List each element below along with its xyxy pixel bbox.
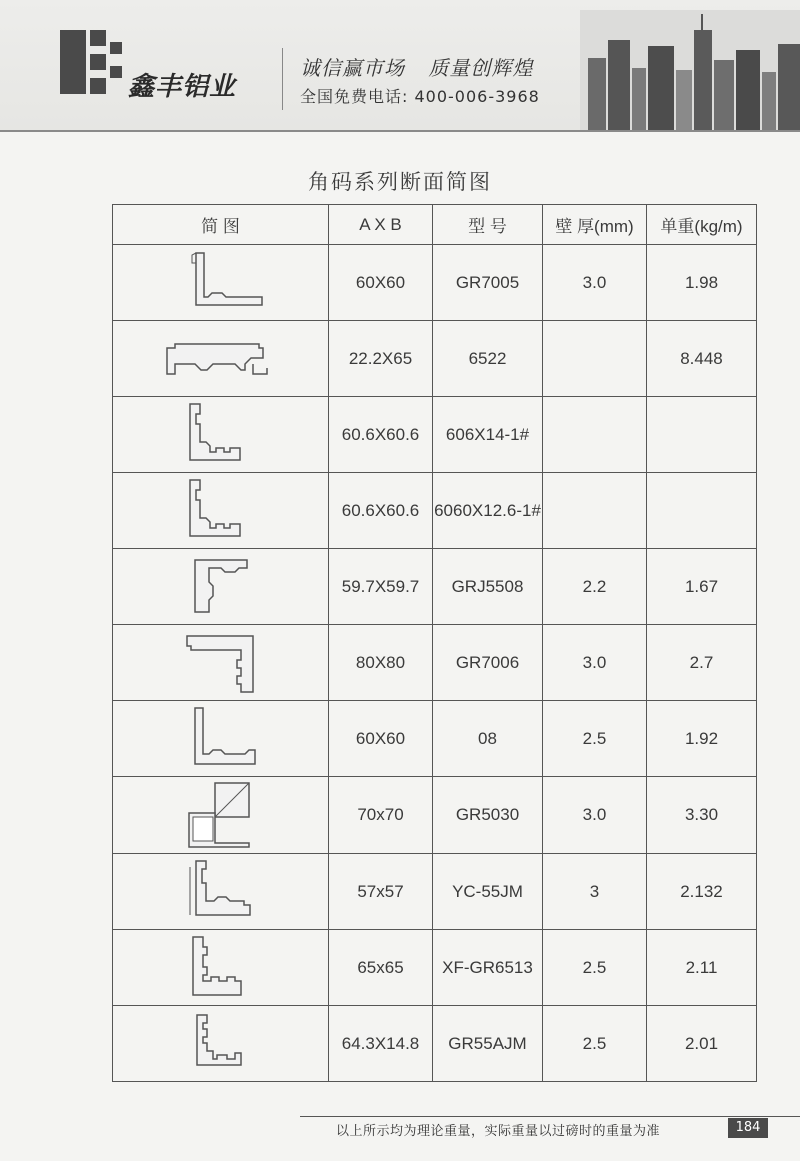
brand-name: 鑫丰铝业: [128, 72, 237, 102]
company-logo-icon: [60, 30, 124, 94]
profile-diagram-cell: [113, 854, 329, 930]
footer-divider: [300, 1116, 800, 1117]
profile-diagram-cell: [113, 473, 329, 549]
axb-cell: 70x70: [329, 777, 433, 854]
table-row: [113, 473, 757, 549]
weight-cell: [647, 397, 757, 473]
slogan-part-1: 诚信赢市场: [300, 56, 405, 80]
thickness-cell: [543, 321, 647, 397]
thickness-cell: 3.0: [543, 625, 647, 701]
axb-cell: 60.6X60.6: [329, 473, 433, 549]
table-row: [113, 701, 757, 777]
profile-diagram-cell: [113, 397, 329, 473]
col-header-diagram: 简 图: [113, 205, 329, 245]
hotline: 全国免费电话: 400-006-3968: [300, 87, 540, 106]
l-profile-diagram-icon: [181, 630, 261, 696]
axb-cell: 64.3X14.8: [329, 1006, 433, 1082]
weight-cell: 3.30: [647, 777, 757, 854]
weight-cell: 2.7: [647, 625, 757, 701]
l-profile-diagram-icon: [181, 933, 261, 1003]
thickness-cell: [543, 397, 647, 473]
weight-cell: 2.132: [647, 854, 757, 930]
axb-cell: 57x57: [329, 854, 433, 930]
table-row: [113, 625, 757, 701]
l-profile-diagram-icon: [181, 1009, 261, 1079]
weight-cell: 2.01: [647, 1006, 757, 1082]
model-cell: GR55AJM: [433, 1006, 543, 1082]
axb-cell: 60X60: [329, 245, 433, 321]
table-row: [113, 1006, 757, 1082]
table-row: [113, 397, 757, 473]
model-cell: GRJ5508: [433, 549, 543, 625]
thickness-cell: 2.5: [543, 701, 647, 777]
header-divider: [282, 48, 283, 110]
thickness-cell: 3.0: [543, 245, 647, 321]
model-cell: 08: [433, 701, 543, 777]
footer-note: 以上所示均为理论重量，实际重量以过磅时的重量为准: [336, 1124, 661, 1139]
axb-cell: 59.7X59.7: [329, 549, 433, 625]
l-profile-diagram-icon: [181, 704, 261, 774]
model-cell: 606X14-1#: [433, 397, 543, 473]
slogan: [300, 52, 549, 81]
thickness-cell: 2.5: [543, 1006, 647, 1082]
model-cell: GR5030: [433, 777, 543, 854]
l-profile-diagram-icon: [181, 552, 261, 622]
axb-cell: 60X60: [329, 701, 433, 777]
table-header-row: [113, 205, 757, 245]
model-cell: YC-55JM: [433, 854, 543, 930]
axb-cell: 22.2X65: [329, 321, 433, 397]
profile-diagram-cell: [113, 321, 329, 397]
weight-cell: 1.98: [647, 245, 757, 321]
thickness-cell: 2.5: [543, 930, 647, 1006]
model-cell: GR7006: [433, 625, 543, 701]
page-header: [0, 0, 800, 132]
col-header-model: 型 号: [433, 205, 543, 245]
profile-diagram-cell: [113, 549, 329, 625]
weight-cell: 1.67: [647, 549, 757, 625]
axb-cell: 80X80: [329, 625, 433, 701]
l-profile-diagram-icon: [176, 857, 266, 927]
table-row: [113, 245, 757, 321]
slogan-part-2: 质量创辉煌: [428, 56, 534, 80]
thickness-cell: 3.0: [543, 777, 647, 854]
profile-diagram-cell: [113, 625, 329, 701]
weight-cell: 1.92: [647, 701, 757, 777]
thickness-cell: 3: [543, 854, 647, 930]
table-row: [113, 930, 757, 1006]
weight-cell: [647, 473, 757, 549]
profile-diagram-cell: [113, 701, 329, 777]
page-number: 184: [728, 1118, 768, 1138]
col-header-thickness: 壁 厚(mm): [543, 205, 647, 245]
axb-cell: 60.6X60.6: [329, 397, 433, 473]
profile-diagram-cell: [113, 245, 329, 321]
flat-profile-diagram-icon: [161, 334, 281, 384]
axb-cell: 65x65: [329, 930, 433, 1006]
col-header-weight: 单重(kg/m): [647, 205, 757, 245]
thickness-cell: 2.2: [543, 549, 647, 625]
table-row: [113, 321, 757, 397]
profile-diagram-cell: [113, 777, 329, 854]
weight-cell: 2.11: [647, 930, 757, 1006]
model-cell: GR7005: [433, 245, 543, 321]
table-row: [113, 549, 757, 625]
weight-cell: 8.448: [647, 321, 757, 397]
profile-spec-table: [112, 204, 757, 1082]
model-cell: 6060X12.6-1#: [433, 473, 543, 549]
l-profile-diagram-icon: [176, 476, 266, 546]
profile-diagram-cell: [113, 930, 329, 1006]
l-profile-diagram-icon: [176, 249, 266, 317]
city-skyline-icon: [580, 10, 800, 130]
thickness-cell: [543, 473, 647, 549]
l-profile-diagram-icon: [176, 400, 266, 470]
col-header-axb: A X B: [329, 205, 433, 245]
table-row: [113, 854, 757, 930]
model-cell: XF-GR6513: [433, 930, 543, 1006]
model-cell: 6522: [433, 321, 543, 397]
table-row: [113, 777, 757, 854]
page-title: 角码系列断面简图: [308, 170, 492, 194]
box-profile-diagram-icon: [181, 779, 261, 851]
profile-diagram-cell: [113, 1006, 329, 1082]
